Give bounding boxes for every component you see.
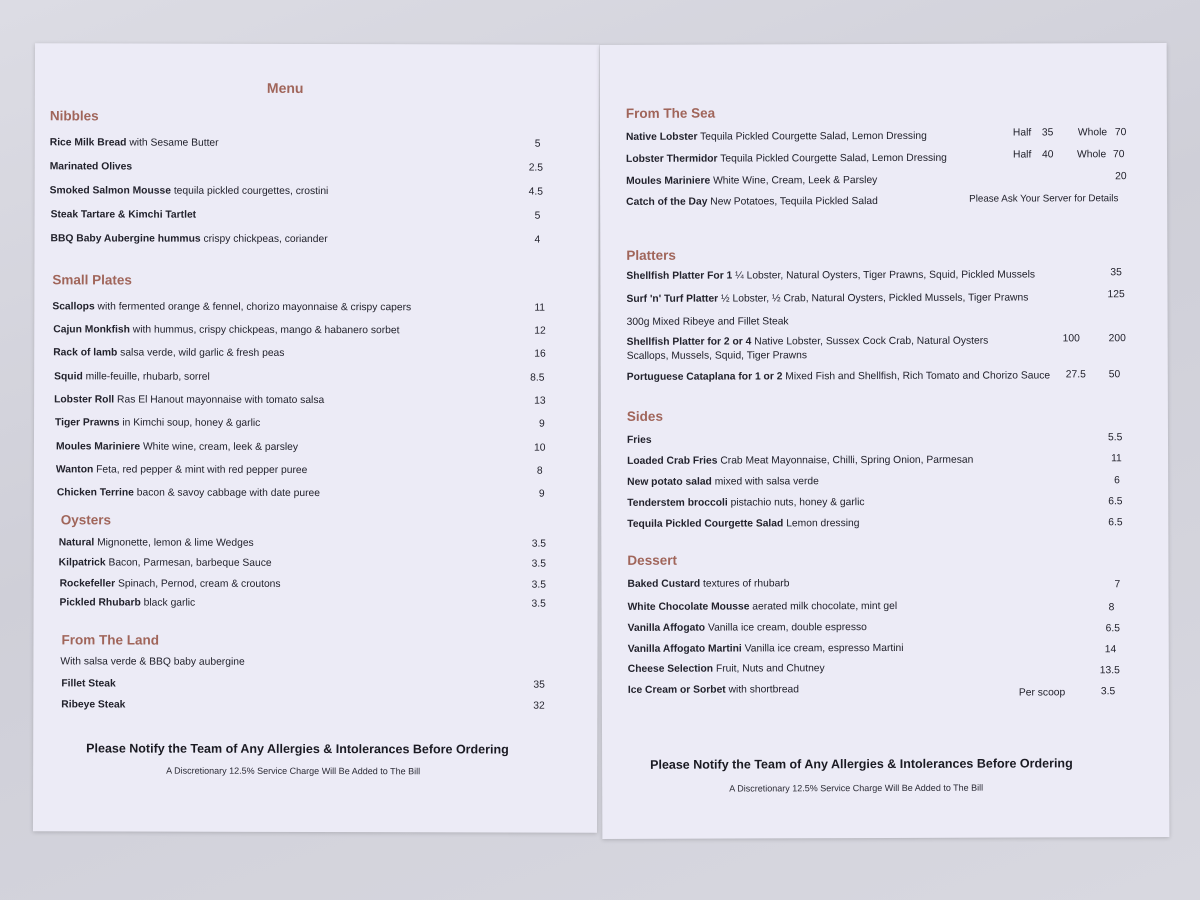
- menu-item: [626, 153, 947, 165]
- menu-item: [53, 347, 284, 359]
- item-price: 8: [536, 465, 543, 477]
- menu-item: [626, 175, 877, 187]
- menu-item: [53, 324, 399, 336]
- item-price: 10: [533, 442, 546, 454]
- item-desc: Vanilla ice cream, double espresso: [705, 622, 867, 634]
- item-price: 14: [1104, 644, 1117, 656]
- menu-item: [54, 394, 324, 406]
- item-name: Fries: [626, 434, 652, 446]
- per-scoop-label: Per scoop: [1018, 687, 1066, 699]
- item-desc: Mignonette, lemon & lime Wedges: [94, 537, 254, 549]
- menu-item: [627, 497, 864, 509]
- item-name: Cajun Monkfish: [53, 324, 130, 336]
- item-name: Rack of lamb: [53, 347, 118, 359]
- menu-item: [627, 578, 789, 590]
- item-desc: White Wine, Cream, Leek & Parsley: [710, 175, 878, 187]
- item-price: 13: [534, 395, 546, 407]
- whole-label: Whole: [1076, 149, 1107, 161]
- item-price: 6.5: [1108, 517, 1123, 529]
- item-price: 35: [533, 679, 545, 691]
- item-price: 9: [539, 418, 545, 430]
- menu-item: [61, 699, 125, 710]
- item-name: BBQ Baby Aubergine hummus: [50, 233, 201, 245]
- item-desc: mixed with salsa verde: [711, 476, 819, 488]
- section-heading-sides: Sides: [626, 408, 663, 424]
- item-desc: Tequila Pickled Courgette Salad, Lemon Dressing: [717, 152, 947, 165]
- section-note: With salsa verde & BBQ baby aubergine: [60, 656, 245, 668]
- item-desc: Fruit, Nuts and Chutney: [713, 663, 825, 675]
- item-name: Steak Tartare & Kimchi Tartlet: [50, 209, 197, 221]
- item-name: Pickled Rhubarb: [59, 597, 141, 609]
- item-price-note: Please Ask Your Server for Details: [969, 193, 1119, 205]
- item-price: 4.5: [528, 186, 543, 198]
- item-desc: with hummus, crispy chickpeas, mango & habanero sorbet: [129, 324, 400, 337]
- item-name: Moules Mariniere: [626, 175, 711, 187]
- item-price: 125: [1107, 289, 1125, 301]
- item-desc: with shortbread: [725, 684, 800, 696]
- item-desc: White wine, cream, leek & parsley: [140, 441, 299, 453]
- item-name: Surf 'n' Turf Platter: [626, 293, 719, 305]
- item-price: 200: [1108, 333, 1126, 345]
- item-desc: New Potatoes, Tequila Pickled Salad: [707, 196, 878, 208]
- item-desc: Tequila Pickled Courgette Salad, Lemon Dressing: [697, 130, 927, 143]
- menu-page-left: [33, 43, 599, 832]
- item-desc-line2: 300g Mixed Ribeye and Fillet Steak: [626, 316, 789, 328]
- item-desc: Bacon, Parmesan, barbeque Sauce: [105, 557, 272, 569]
- whole-price: 70: [1112, 149, 1125, 161]
- item-price: 3.5: [531, 598, 546, 610]
- item-name: Tiger Prawns: [55, 417, 120, 429]
- item-name: Chicken Terrine: [56, 487, 134, 499]
- item-name: Loaded Crab Fries: [627, 455, 718, 467]
- item-price: 6.5: [1105, 623, 1121, 635]
- item-name: Moules Mariniere: [55, 441, 141, 453]
- menu-item: [627, 518, 859, 530]
- menu-page-right: [600, 43, 1170, 839]
- section-heading-small-plates: Small Plates: [52, 272, 132, 288]
- item-price: 3.5: [531, 579, 546, 591]
- half-price: 40: [1041, 149, 1054, 161]
- menu-item: [51, 233, 328, 245]
- item-desc: aerated milk chocolate, mint gel: [749, 600, 898, 613]
- menu-item: [627, 435, 652, 446]
- menu-item: [626, 269, 1035, 281]
- menu-item: [628, 684, 799, 696]
- item-name: Ice Cream or Sorbet: [627, 684, 726, 696]
- service-charge-notice: A Discretionary 12.5% Service Charge Will Be Added to The Bill: [166, 765, 421, 777]
- item-name: Tenderstem broccoli: [627, 497, 728, 509]
- menu-item: [627, 336, 989, 348]
- menu-item: [59, 537, 254, 549]
- item-desc: Spinach, Pernod, cream & croutons: [115, 578, 281, 590]
- item-desc: Lemon dressing: [783, 518, 860, 530]
- item-desc: ½ Lobster, ½ Crab, Natural Oysters, Pickled Mussels, Tiger Prawns: [718, 292, 1029, 305]
- item-price: 100: [1062, 333, 1080, 345]
- item-price: 5: [534, 210, 541, 222]
- menu-item: [61, 678, 115, 689]
- item-price: 4: [534, 234, 541, 246]
- menu-item: [50, 185, 329, 197]
- item-price: 50: [1108, 369, 1121, 381]
- menu-title: Menu: [266, 79, 304, 96]
- item-desc: Native Lobster, Sussex Cock Crab, Natural Oysters: [751, 335, 989, 348]
- item-price: 32: [533, 700, 545, 712]
- item-price: 12: [534, 325, 546, 337]
- half-label: Half: [1012, 149, 1032, 161]
- item-desc: ¼ Lobster, Natural Oysters, Tiger Prawns, Squid, Pickled Mussels: [732, 269, 1036, 282]
- item-desc: Vanilla ice cream, espresso Martini: [741, 642, 904, 655]
- whole-label: Whole: [1077, 127, 1108, 139]
- section-heading-platters: Platters: [626, 247, 676, 263]
- section-heading-from-the-sea: From The Sea: [625, 105, 716, 121]
- item-name: Rockefeller: [59, 578, 116, 590]
- item-name: Lobster Thermidor: [625, 153, 718, 165]
- item-price: 8: [1108, 602, 1115, 614]
- item-desc: Mixed Fish and Shellfish, Rich Tomato and Chorizo Sauce: [782, 370, 1051, 383]
- item-desc: black garlic: [140, 597, 196, 609]
- item-name: Shellfish Platter For 1: [626, 270, 733, 282]
- item-price: 9: [538, 488, 545, 500]
- item-price: 8.5: [530, 372, 545, 384]
- item-name: Catch of the Day: [626, 196, 708, 208]
- item-desc: salsa verde, wild garlic & fresh peas: [117, 347, 285, 359]
- menu-item: [627, 455, 973, 467]
- menu-item: [628, 601, 898, 613]
- item-name: Tequila Pickled Courgette Salad: [627, 518, 784, 530]
- menu-item: [626, 292, 1028, 304]
- item-price: 20: [1115, 171, 1127, 183]
- item-price: 5.5: [1107, 432, 1123, 444]
- item-name: Lobster Roll: [54, 394, 115, 406]
- item-price: 27.5: [1065, 369, 1086, 381]
- menu-item: [55, 417, 260, 429]
- menu-item: [50, 137, 219, 148]
- item-name: Squid: [54, 371, 83, 383]
- menu-item: [628, 663, 825, 675]
- item-price: 5: [534, 138, 541, 150]
- item-name: Wanton: [55, 464, 94, 476]
- item-name: Natural: [58, 537, 95, 549]
- section-heading-nibbles: Nibbles: [49, 108, 99, 124]
- item-desc: Crab Meat Mayonnaise, Chilli, Spring Onion, Parmesan: [717, 454, 974, 467]
- item-name: Vanilla Affogato Martini: [627, 643, 742, 655]
- item-name: Portuguese Cataplana for 1 or 2: [626, 371, 783, 383]
- menu-item: [54, 371, 210, 382]
- item-desc: pistachio nuts, honey & garlic: [727, 497, 865, 509]
- item-name: Kilpatrick: [58, 557, 106, 569]
- service-charge-notice: A Discretionary 12.5% Service Charge Will Be Added to The Bill: [729, 782, 984, 794]
- item-desc: in Kimchi soup, honey & garlic: [119, 417, 261, 429]
- item-desc: crispy chickpeas, coriander: [200, 233, 328, 246]
- menu-item: [627, 370, 1050, 382]
- half-price: 35: [1041, 127, 1054, 139]
- item-name: Marinated Olives: [49, 161, 133, 173]
- item-price: 3.5: [1100, 686, 1116, 698]
- item-desc-line2: Scallops, Mussels, Squid, Tiger Prawns: [626, 350, 808, 362]
- half-label: Half: [1012, 127, 1032, 139]
- item-desc: mille-feuille, rhubarb, sorrel: [82, 371, 210, 383]
- item-price: 11: [534, 302, 546, 314]
- item-desc: bacon & savoy cabbage with date puree: [133, 487, 320, 500]
- menu-item: [60, 597, 196, 608]
- menu-item: [628, 622, 867, 634]
- item-name: Cheese Selection: [627, 663, 714, 675]
- item-name: Rice Milk Bread: [49, 137, 127, 149]
- menu-item: [50, 161, 132, 172]
- item-desc: Feta, red pepper & mint with red pepper puree: [93, 464, 308, 476]
- menu-item: [57, 487, 320, 499]
- allergy-notice: Please Notify the Team of Any Allergies & Intolerances Before Ordering: [86, 741, 509, 757]
- section-heading-dessert: Dessert: [627, 552, 677, 568]
- item-name: Vanilla Affogato: [627, 622, 706, 634]
- item-name: Ribeye Steak: [61, 699, 126, 711]
- menu-item: [626, 196, 878, 208]
- item-name: Smoked Salmon Mousse: [49, 185, 171, 197]
- item-desc: with Sesame Butter: [126, 137, 219, 149]
- item-price: 16: [534, 348, 546, 360]
- menu-item: [626, 131, 927, 143]
- item-price: 2.5: [528, 162, 544, 174]
- item-name: Shellfish Platter for 2 or 4: [626, 336, 752, 348]
- menu-item: [60, 578, 281, 590]
- whole-price: 70: [1114, 127, 1127, 139]
- section-heading-oysters: Oysters: [60, 512, 112, 528]
- menu-item: [51, 209, 197, 220]
- item-price: 7: [1114, 579, 1121, 591]
- allergy-notice: Please Notify the Team of Any Allergies & Intolerances Before Ordering: [650, 756, 1073, 772]
- item-price: 3.5: [531, 538, 547, 550]
- item-desc: textures of rhubarb: [700, 578, 790, 590]
- item-name: Fillet Steak: [61, 678, 116, 690]
- item-price: 13.5: [1099, 665, 1120, 677]
- item-price: 3.5: [531, 558, 547, 570]
- menu-item: [56, 464, 307, 476]
- item-name: Baked Custard: [627, 578, 701, 590]
- menu-item: [59, 557, 272, 569]
- section-heading-from-the-land: From The Land: [61, 632, 159, 648]
- menu-item: [627, 476, 819, 488]
- menu-item: [628, 643, 904, 655]
- item-price: 6: [1114, 475, 1120, 487]
- item-price: 6.5: [1108, 496, 1123, 508]
- item-price: 11: [1111, 453, 1122, 465]
- item-name: Scallops: [52, 301, 95, 313]
- item-name: New potato salad: [627, 476, 712, 488]
- item-name: White Chocolate Mousse: [627, 601, 750, 613]
- item-name: Native Lobster: [625, 131, 698, 143]
- item-desc: Ras El Hanout mayonnaise with tomato salsa: [114, 394, 325, 407]
- item-desc: tequila pickled courgettes, crostini: [170, 185, 329, 198]
- menu-item: [52, 301, 411, 313]
- item-price: 35: [1110, 267, 1122, 279]
- menu-item: [56, 441, 298, 453]
- item-desc: with fermented orange & fennel, chorizo mayonnaise & crispy capers: [94, 301, 412, 314]
